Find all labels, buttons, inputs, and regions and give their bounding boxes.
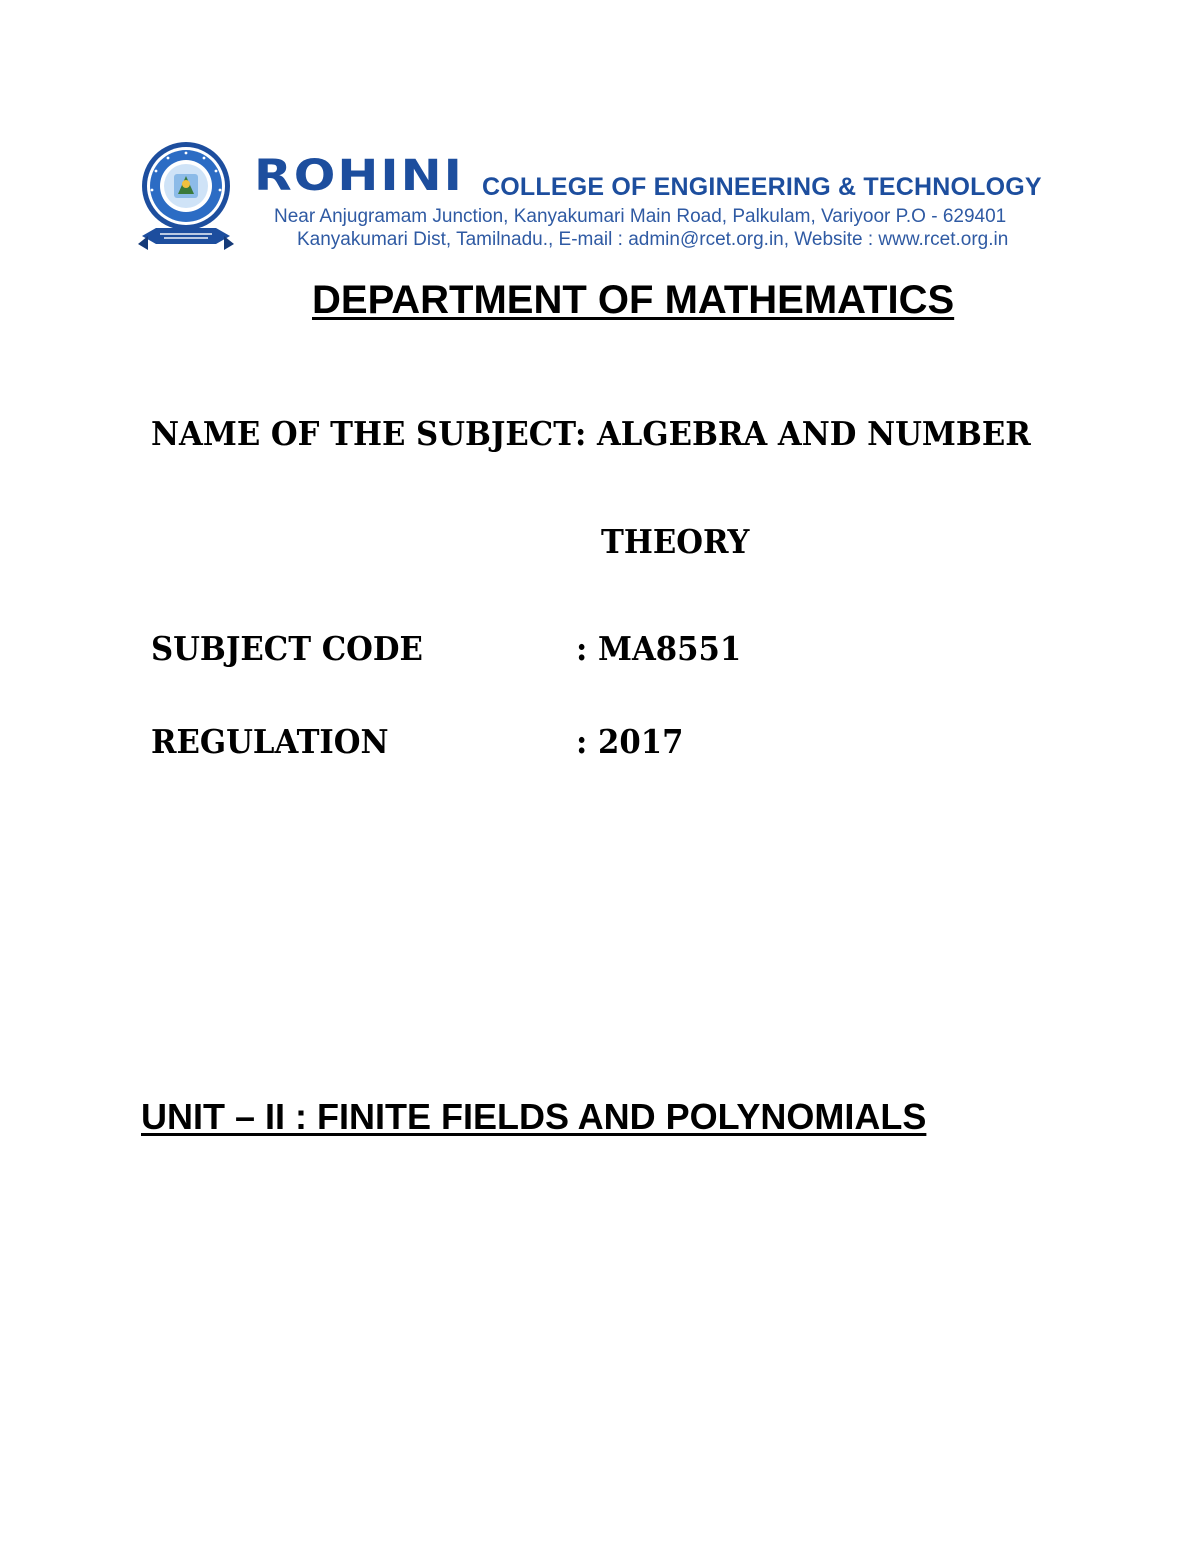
college-name-short: ROHINI [254, 150, 464, 201]
subject-name-line1: NAME OF THE SUBJECT: ALGEBRA AND NUMBER [151, 414, 1031, 453]
college-emblem-icon [138, 140, 234, 254]
college-name-rest: COLLEGE OF ENGINEERING & TECHNOLOGY [482, 173, 1042, 201]
subject-name-line2: THEORY [601, 522, 750, 561]
unit-heading: UNIT – II : FINITE FIELDS AND POLYNOMIALS [141, 1096, 927, 1137]
regulation-value: : 2017 [576, 722, 684, 761]
address-line-2: Kanyakumari Dist, Tamilnadu., E-mail : admin@rcet.org.in, Website : www.rcet.org.in [297, 229, 1009, 250]
department-heading: DEPARTMENT OF MATHEMATICS [312, 278, 955, 322]
subject-code-value: : MA8551 [576, 629, 742, 668]
regulation-label: REGULATION [151, 722, 389, 761]
address-line-1: Near Anjugramam Junction, Kanyakumari Main Road, Palkulam, Variyoor P.O - 629401 [274, 206, 1007, 227]
subject-code-label: SUBJECT CODE [151, 629, 423, 668]
